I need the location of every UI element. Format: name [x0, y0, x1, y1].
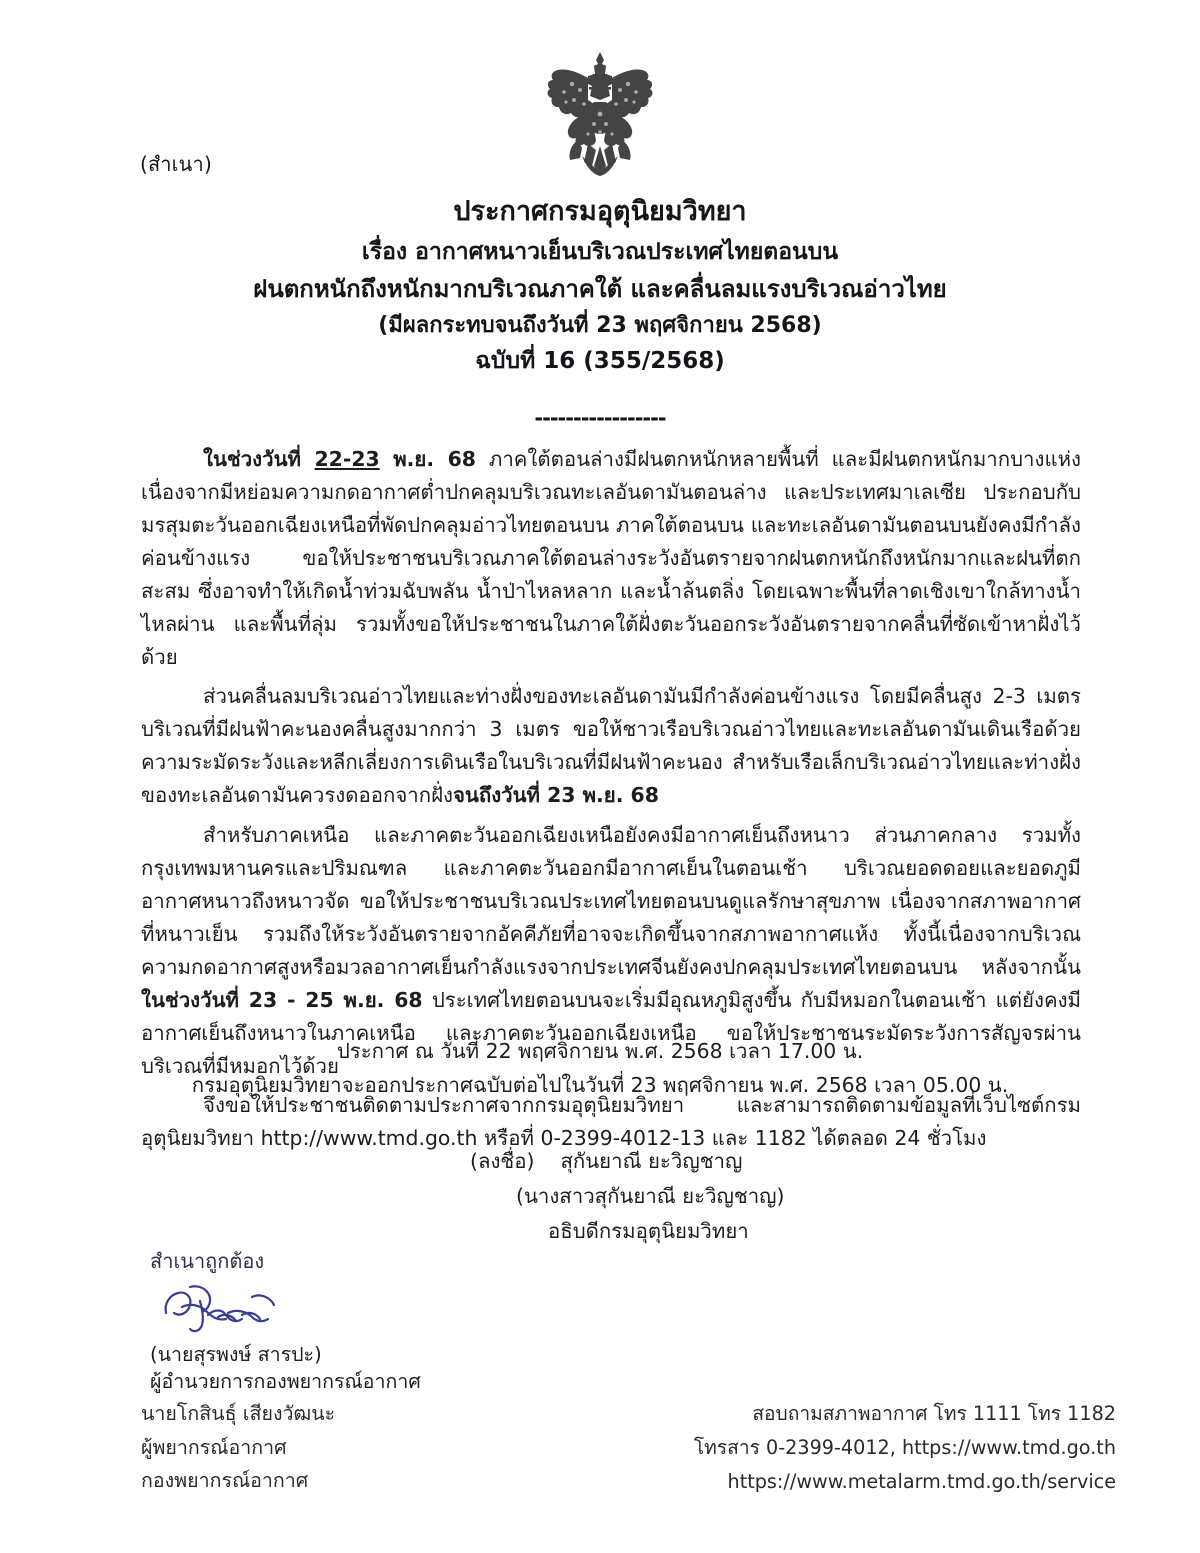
p3-bold: ในช่วงวันที่ 23 - 25 พ.ย. 68 [141, 987, 423, 1012]
forecaster-role: ผู้พยากรณ์อากาศ [141, 1435, 287, 1459]
paragraph-1 [141, 443, 1081, 674]
handwritten-signature [156, 1279, 286, 1343]
next-issue-line: กรมอุตุนิยมวิทยาจะออกประกาศฉบับต่อไปในวันที่ 23 พฤศจิกายน พ.ศ. 2568 เวลา 05.00 น. [191, 1073, 1009, 1098]
paragraph-4: จึงขอให้ประชาชนติดตามประกาศจากกรมอุตุนิยมวิทยา และสามารถติดตามข้อมูลที่เว็บไซต์กรมอุตุนิยมวิทยา http://www.tmd.go.th หรือที่ 0-2399-4012-13 และ 1182 ได้ตลอด 24 ชั่วโมง [141, 1092, 1081, 1150]
certified-copy-label: สำเนาถูกต้อง [150, 1249, 265, 1273]
p1-rest: ภาคใต้ตอนล่างมีฝนตกหนักหลายพื้นที่ และมีฝนตกหนักมากบางแห่ง เนื่องจากมีหย่อมความกดอากาศต่ำปกคลุมบริเวณทะเลอันดามันตอนล่าง และประเทศมาเลเซีย ประกอบกับมรสุมตะวันออกเฉียงเหนือที่พัดปกคลุมอ่าวไทยตอนบน ภาคใต้ตอนบน และทะเลอันดามันตอนบนยังคงมีกำลังค่อนข้างแรง ขอให้ประชาชนบริเวณภาคใต้ตอนล่างระวังอันตรายจากฝนตกหนักถึงหนักมากและฝนที่ตกสะสม ซึ่งอาจทำให้เกิดน้ำท่วมฉับพลัน น้ำป่าไหลหลาก และน้ำล้นตลิ่ง โดยเฉพาะพื้นที่ลาดเชิงเขาใกล้ทางน้ำไหลผ่าน และพื้นที่ลุ่ม รวมทั้งขอให้ประชาชนในภาคใต้ฝั่งตะวันออกระวังอันตรายจากคลื่นที่ซัดเข้าหาฝั่งไว้ด้วย [141, 447, 1081, 670]
page-title: ประกาศกรมอุตุนิยมวิทยา [453, 196, 747, 227]
p1-bold-lead: ในช่วงวันที่ [203, 447, 315, 471]
forecaster-name: นายโกสินธุ์ เสียงวัฒนะ [141, 1402, 336, 1425]
p2-bold-tail: จนถึงวันที่ 23 พ.ย. 68 [452, 783, 659, 808]
contact-service-url: https://www.metalarm.tmd.go.th/service [727, 1470, 1116, 1494]
paragraph-2 [141, 680, 1081, 812]
p3-tail: ประเทศไทยตอนบนจะเริ่มมีอุณหภูมิสูงขึ้น กับมีหมอกในตอนเช้า แต่ยังคงมีอากาศเย็นถึงหนาวในภาคเหนือ และภาคตะวันออกเฉียงเหนือ ขอให้ประชาชนระมัดระวังการสัญจรผ่านบริเวณที่มีหมอกไว้ด้วย [141, 987, 1081, 1078]
issue-block [0, 1034, 1200, 1103]
contact-phone-line: สอบถามสภาพอากาศ โทร 1111 โทร 1182 [752, 1402, 1116, 1425]
title-subject-2: ฝนตกหนักถึงหนักมากบริเวณภาคใต้ และคลื่นลมแรงบริเวณอ่าวไทย [253, 275, 947, 303]
signature-line [470, 1144, 800, 1179]
contact-fax-website-line: โทรสาร 0-2399-4012, https://www.tmd.go.th [693, 1436, 1116, 1460]
title-issue-number: ฉบับที่ 16 (355/2568) [475, 348, 725, 374]
p1-bold-dates: 22-23 [314, 447, 380, 471]
footer-right-block [694, 1397, 1116, 1500]
signed-name: สุกันยาณี ยะวิญชาญ [560, 1149, 743, 1173]
title-separator: ----------------- [534, 406, 666, 430]
announced-date-line: ประกาศ ณ วันที่ 22 พฤศจิกายน พ.ศ. 2568 เวลา 17.00 น. [336, 1039, 864, 1063]
footer-left-block [141, 1397, 335, 1498]
p1-bold-tail: พ.ย. 68 [379, 447, 476, 471]
title-block [0, 192, 1200, 379]
signed-name-parenthetical: (นางสาวสุกันยาณี ยะวิญชาญ) [516, 1184, 785, 1209]
signed-label: (ลงชื่อ) [470, 1149, 535, 1173]
p3-head: สำหรับภาคเหนือ และภาคตะวันออกเฉียงเหนือยังคงมีอากาศเย็นถึงหนาว ส่วนภาคกลาง รวมทั้งกรุงเทพมหานครและปริมณฑล และภาคตะวันออกมีอากาศเย็นในตอนเช้า บริเวณยอดดอยและยอดภูมีอากาศหนาวถึงหนาวจัด ขอให้ประชาชนบริเวณประเทศไทยตอนบนดูแลรักษาสุขภาพ เนื่องจากสภาพอากาศที่หนาวเย็น รวมถึงให้ระวังอันตรายจากอัคคีภัยที่อาจจะเกิดขึ้นจากสภาพอากาศแห้ง ทั้งนี้เนื่องจากบริเวณความกดอากาศสูงหรือมวลอากาศเย็นกำลังแรงจากประเทศจีนยังคงปกคลุมประเทศไทยตอนบน หลังจากนั้น [141, 822, 1081, 979]
forecaster-division: กองพยากรณ์อากาศ [141, 1469, 309, 1493]
title-subject: เรื่อง อากาศหนาวเย็นบริเวณประเทศไทยตอนบน [361, 238, 839, 265]
certifier-position: ผู้อำนวยการกองพยากรณ์อากาศ [150, 1369, 421, 1393]
garuda-emblem [538, 44, 662, 182]
certifier-name: (นายสุรพงษ์ สารปะ) [150, 1343, 322, 1366]
p2-text: ส่วนคลื่นลมบริเวณอ่าวไทยและท่างฝั่งของทะเลอันดามันมีกำลังค่อนข้างแรง โดยมีคลื่นสูง 2-3 เมตร บริเวณที่มีฝนฟ้าคะนองคลื่นสูงมากกว่า 3 เมตร ขอให้ชาวเรือบริเวณอ่าวไทยและทะเลอันดามันเดินเรือด้วยความระมัดระวังและหลีกเลี่ยงการเดินเรือในบริเวณที่มีฝนฟ้าคะนอง สำหรับเรือเล็กบริเวณอ่าวไทยและท่างฝั่งของทะเลอันดามันควรงดออกจากฝั่ง [141, 684, 1081, 808]
certification-block [150, 1245, 570, 1396]
copy-marker: (สำเนา) [140, 152, 212, 176]
signed-position: อธิบดีกรมอุตุนิยมวิทยา [548, 1219, 749, 1244]
signature-block [0, 1144, 1200, 1249]
title-effective-until: (มีผลกระทบจนถึงวันที่ 23 พฤศจิกายน 2568) [378, 313, 822, 338]
